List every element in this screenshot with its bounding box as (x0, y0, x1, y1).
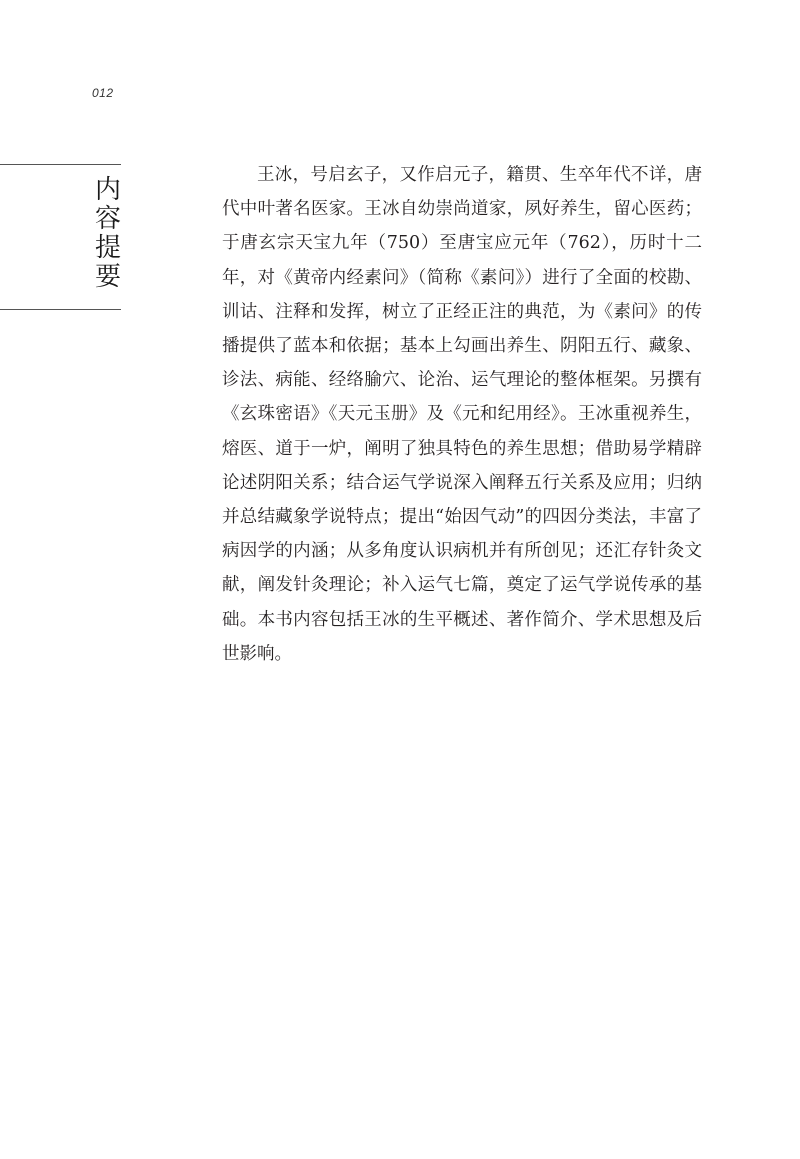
section-title-char: 内 (94, 175, 121, 205)
section-title (86, 176, 130, 292)
section-top-rule (0, 164, 121, 165)
abstract-paragraph: 王冰，号启玄子，又作启元子，籍贯、生卒年代不详，唐代中叶著名医家。王冰自幼崇尚道家，夙好养生，留心医药；于唐玄宗天宝九年（750）至唐宝应元年（762），历时十二年，对《黄帝内经素问》（简称《素问》）进行了全面的校勘、训诂、注释和发挥，树立了正经正注的典范，为《素问》的传播提供了蓝本和依据；基本上勾画出养生、阴阳五行、藏象、诊法、病能、经络腧穴、论治、运气理论的整体框架。另撰有《玄珠密语》《天元玉册》及《元和纪用经》。王冰重视养生，熔医、道于一炉，阐明了独具特色的养生思想；借助易学精辟论述阴阳关系；结合运气学说深入阐释五行关系及应用；归纳并总结藏象学说特点；提出“始因气动”的四因分类法，丰富了病因学的内涵；从多角度认识病机并有所创见；还汇存针灸文献，阐发针灸理论；补入运气七篇，奠定了运气学说传承的基础。本书内容包括王冰的生平概述、著作简介、学术思想及后世影响。 (222, 165, 702, 664)
page-number: 012 (92, 86, 114, 100)
section-title-char: 容 (94, 204, 121, 234)
section-bottom-rule (0, 309, 121, 310)
section-title-char: 提 (94, 233, 121, 263)
section-title-char: 要 (94, 262, 121, 292)
